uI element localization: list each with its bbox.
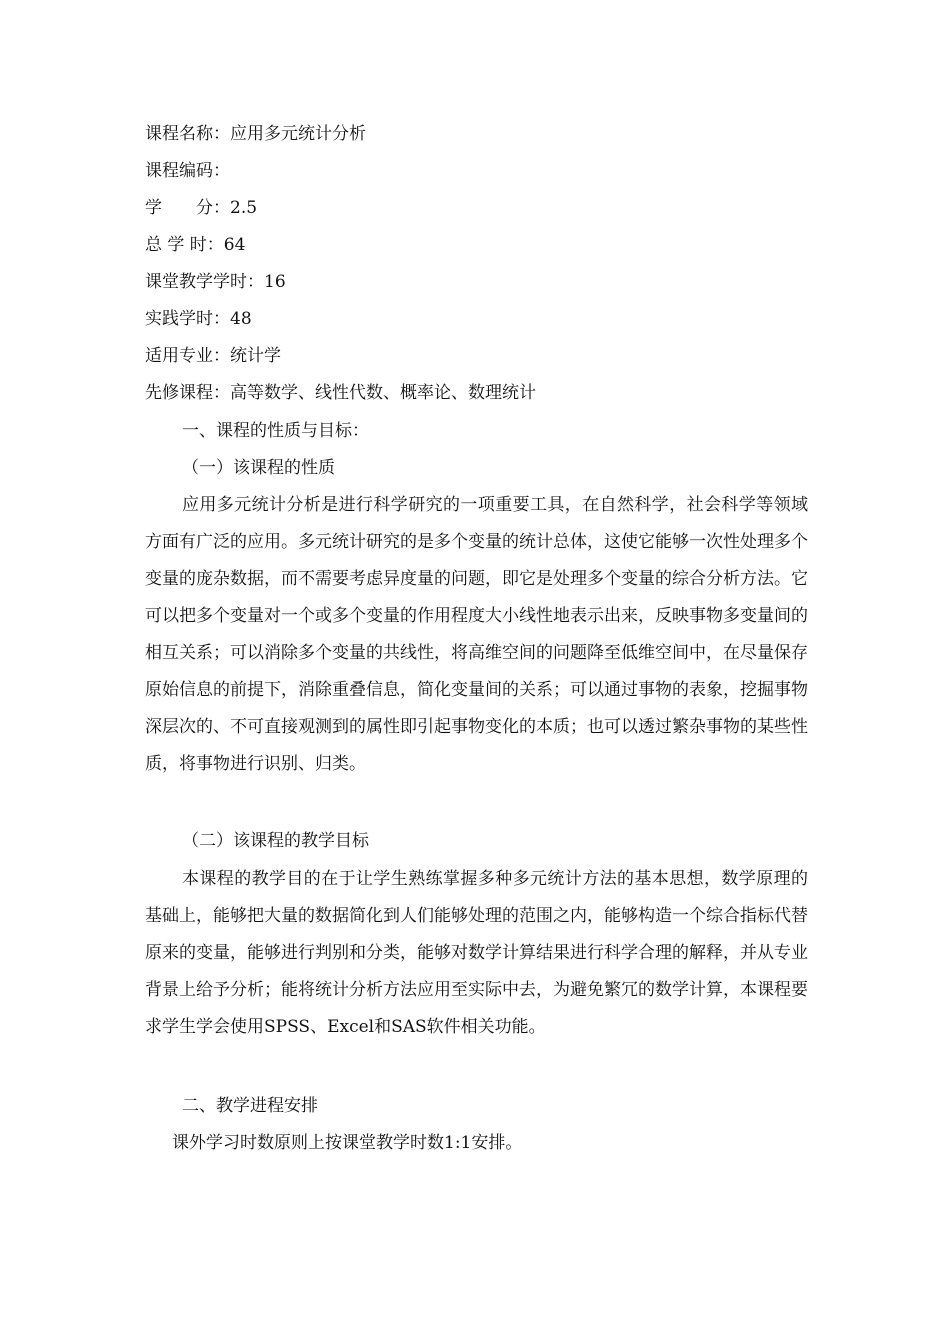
major-line: 适用专业：统计学 (145, 346, 281, 366)
classroom-hours-line: 课堂教学学时：16 (145, 272, 286, 292)
section2-line: 课外学习时数原则上按课堂教学时数1:1安排。 (172, 1133, 523, 1153)
course-code-line: 课程编码： (145, 161, 230, 181)
section2-heading: 二、教学进程安排 (182, 1096, 318, 1116)
total-hours-line: 总 学 时：64 (145, 235, 246, 255)
course-name-line: 课程名称：应用多元统计分析 (145, 124, 366, 144)
teaching-goal-paragraph: 本课程的教学目的在于让学生熟练掌握多种多元统计方法的基本思想，数学原理的基础上，能够把大量的数据简化到人们能够处理的范围之内，能够构造一个综合指标代替原来的变量，能够进行判别和分类，能够对数学计算结果进行科学合理的解释，并从专业背景上给予分析；能将统计分析方法应用至实际中去，为避免繁冗的数学计算，本课程要求学生学会使用SPSS、Excel和SAS软件相关功能。 (145, 869, 808, 1037)
course-nature-paragraph: 应用多元统计分析是进行科学研究的一项重要工具，在自然科学，社会科学等领域方面有广泛的应用。多元统计研究的是多个变量的统计总体，这使它能够一次性处理多个变量的庞杂数据，而不需要考虑异度量的问题，即它是处理多个变量的综合分析方法。它可以把多个变量对一个或多个变量的作用程度大小线性地表示出来，反映事物多变量间的相互关系；可以消除多个变量的共线性，将高维空间的问题降至低维空间中，在尽量保存原始信息的前提下，消除重叠信息，简化变量间的关系；可以通过事物的表象，挖掘事物深层次的、不可直接观测到的属性即引起事物变化的本质；也可以透过繁杂事物的某些性质，将事物进行识别、归类。 (145, 495, 808, 774)
prerequisites-line: 先修课程：高等数学、线性代数、概率论、数理统计 (145, 383, 536, 403)
section1-sub1-heading: （一）该课程的性质 (182, 458, 335, 478)
section1-sub2-heading: （二）该课程的教学目标 (182, 831, 369, 851)
section1-heading: 一、课程的性质与目标： (182, 421, 369, 441)
credits-line: 学 分：2.5 (145, 198, 258, 218)
practice-hours-line: 实践学时：48 (145, 309, 252, 329)
